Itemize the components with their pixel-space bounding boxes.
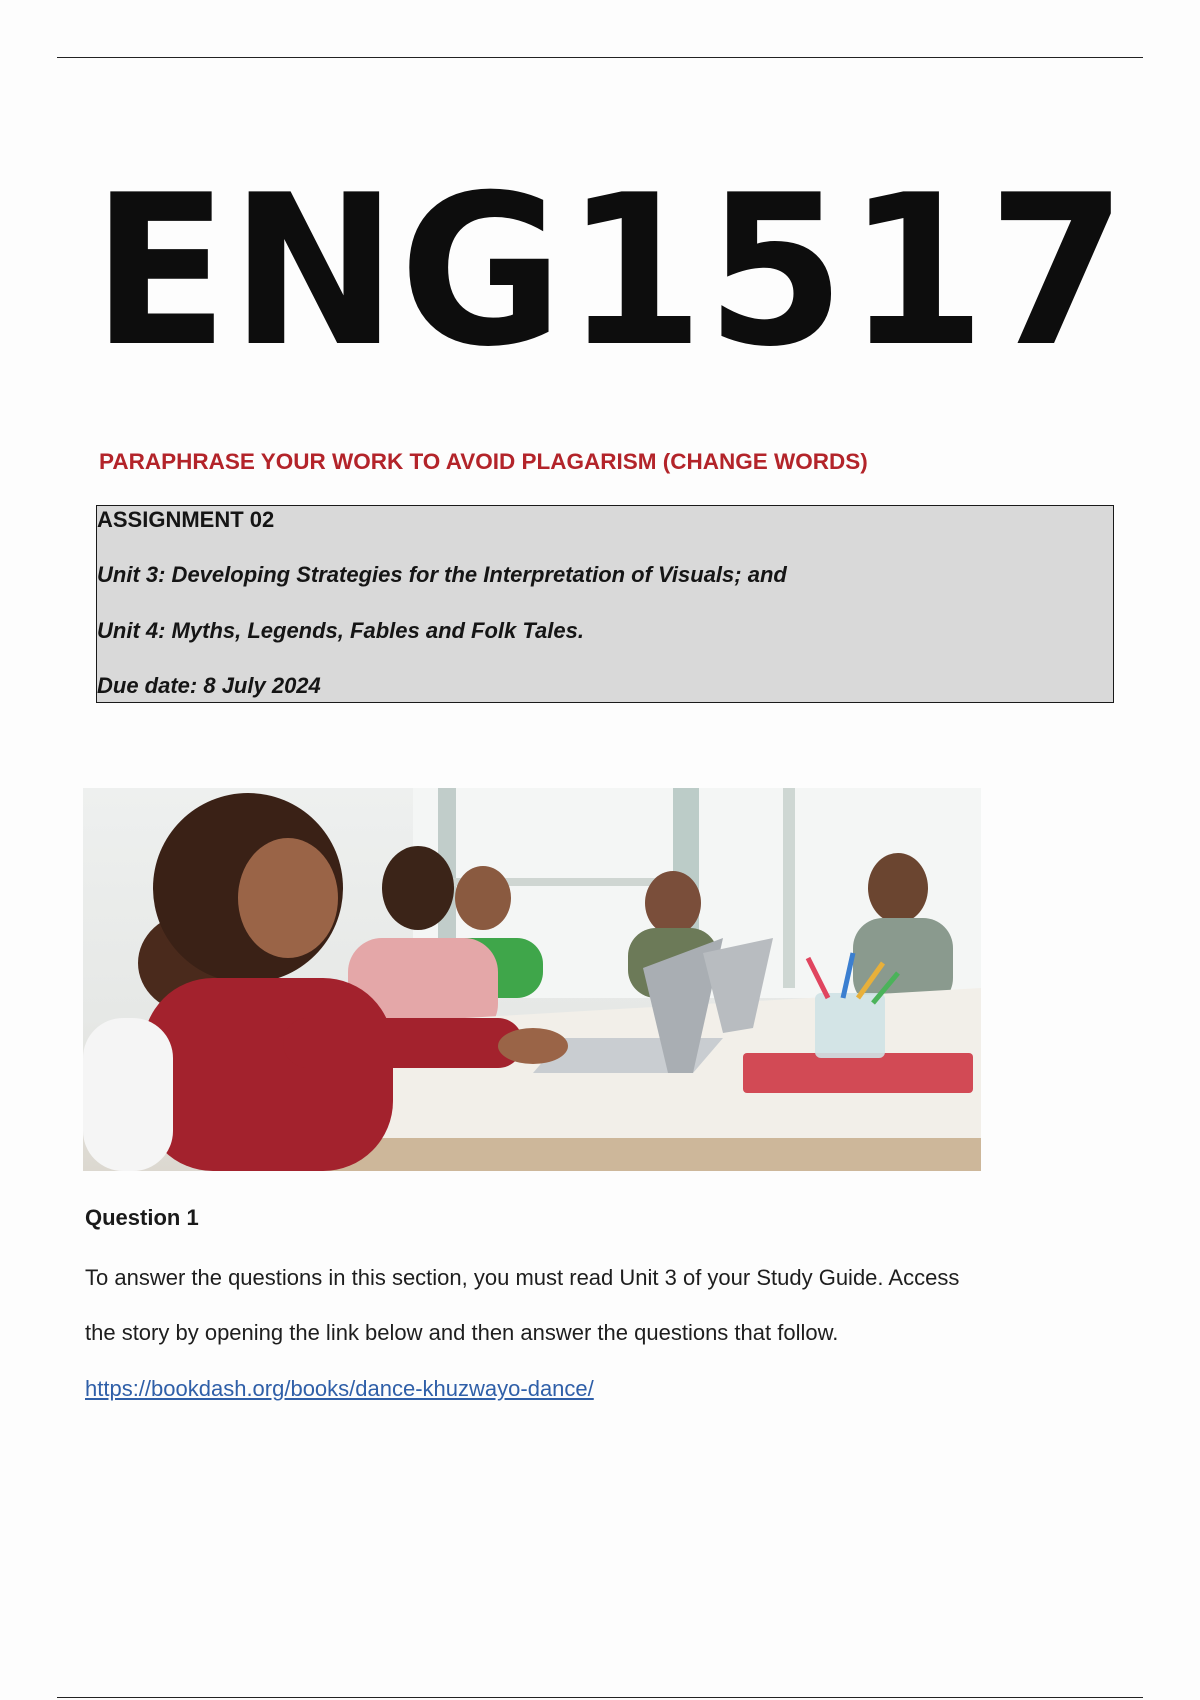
plagiarism-warning: PARAPHRASE YOUR WORK TO AVOID PLAGARISM (CHANGE WORDS)	[99, 449, 868, 474]
question-text-line-1: To answer the questions in this section, you must read Unit 3 of your Study Guide. Access	[85, 1265, 960, 1290]
unit4-line: Unit 4: Myths, Legends, Fables and Folk Tales.	[97, 618, 584, 643]
assignment-title: ASSIGNMENT 02	[97, 507, 275, 532]
story-link[interactable]: https://bookdash.org/books/dance-khuzwayo-dance/	[85, 1376, 594, 1401]
due-date: Due date: 8 July 2024	[97, 673, 321, 698]
question-text-line-2: the story by opening the link below and then answer the questions that follow.	[85, 1320, 839, 1345]
unit3-line: Unit 3: Developing Strategies for the Interpretation of Visuals; and	[97, 562, 787, 587]
course-code-title: ENG1517	[92, 151, 1129, 393]
top-rule	[57, 57, 1143, 58]
classroom-illustration	[83, 788, 981, 1171]
classroom-photo	[83, 788, 981, 1171]
bottom-rule	[57, 1697, 1143, 1698]
question-title: Question 1	[85, 1205, 199, 1230]
assignment-info-box	[96, 505, 1114, 703]
